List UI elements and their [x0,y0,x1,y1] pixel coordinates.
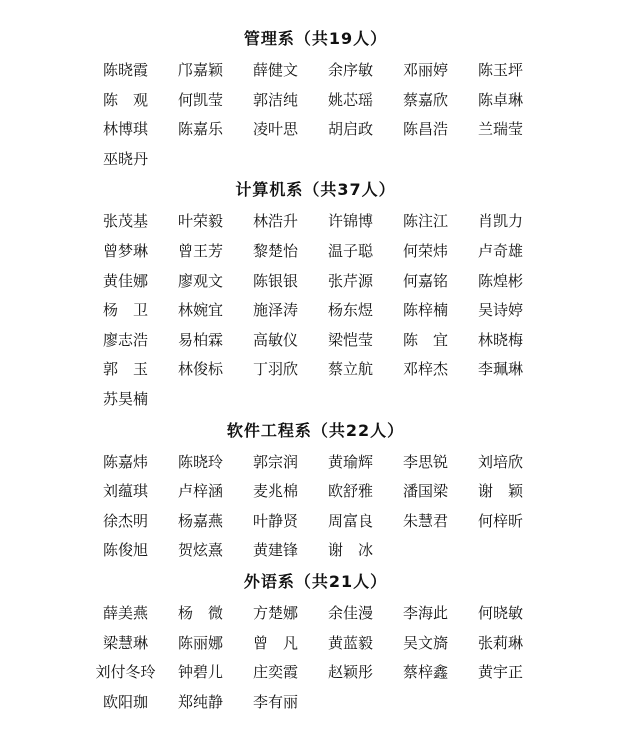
student-name: 陈玉坪 [477,61,523,79]
student-name: 陈晓玲 [177,452,223,471]
student-name: 陈注江 [402,212,448,231]
student-name: 何晓敏 [477,603,523,622]
student-name: 朱慧君 [402,511,448,530]
student-name: 陈晓霞 [102,61,148,79]
student-name: 梁慧琳 [102,633,148,652]
section-title: 管理系（共19人） [243,29,388,48]
student-name: 郑纯静 [177,692,223,711]
student-name: 杨嘉燕 [177,511,223,530]
student-name: 陈 宜 [402,330,448,349]
student-name: 卢奇雄 [477,241,523,260]
name-grid [88,448,621,566]
student-name: 潘国梁 [402,482,448,501]
student-name: 陈卓琳 [477,90,523,109]
student-name: 陈昌浩 [402,120,448,139]
student-name: 黄佳娜 [102,271,148,290]
student-name: 赵颖彤 [327,663,373,682]
student-name: 杨东煜 [327,301,373,320]
student-name: 薛健文 [252,61,298,79]
student-name: 方楚娜 [252,603,298,622]
student-name: 李有丽 [252,692,298,711]
student-name: 蔡嘉欣 [402,90,448,109]
student-name: 杨 卫 [102,301,148,320]
student-name: 胡启政 [327,120,373,139]
student-name: 吴文旖 [402,633,448,652]
student-name: 徐杰明 [102,511,148,530]
section-software-engineering [0,420,621,566]
student-name: 黄建锋 [252,541,298,560]
student-name: 凌叶思 [252,120,298,139]
student-name: 曾 凡 [252,633,298,652]
student-name: 刘蕴琪 [102,482,148,501]
student-name: 黄宇正 [477,663,523,682]
student-name: 何梓昕 [477,511,523,530]
student-name: 李海此 [402,603,448,622]
student-name: 郭 玉 [102,360,148,379]
student-name: 许锦博 [327,212,373,231]
student-name: 高敏仪 [252,330,298,349]
student-name: 黄瑜辉 [327,452,373,471]
student-name: 陈银银 [252,271,298,290]
student-name: 刘培欣 [477,452,523,471]
student-name: 苏昊楠 [102,389,148,408]
name-grid [88,56,621,174]
student-name: 吴诗婷 [477,301,523,320]
student-name: 钟碧儿 [177,663,223,682]
section-management [0,28,621,174]
student-name: 何嘉铭 [402,271,448,290]
student-name: 余序敏 [327,61,373,79]
student-name: 蔡立航 [327,360,373,379]
student-name: 欧阳珈 [102,692,148,711]
student-name: 陈嘉乐 [177,120,223,139]
student-name: 林婉宜 [177,301,223,320]
student-name: 蔡梓鑫 [402,663,448,682]
student-name: 何凯莹 [177,90,223,109]
student-name: 陈 观 [102,90,148,109]
student-name: 丁羽欣 [252,360,298,379]
student-name: 肖凯力 [477,212,523,231]
student-name: 陈梓楠 [402,301,448,320]
student-name: 郭洁纯 [252,90,298,109]
student-name: 余佳漫 [327,603,373,622]
student-name: 施泽涛 [252,301,298,320]
student-name: 陈俊旭 [102,541,148,560]
name-grid [88,599,621,717]
student-name: 叶荣毅 [177,212,223,231]
student-name: 欧舒雅 [327,482,373,501]
student-name: 林晓梅 [477,330,523,349]
section-title: 计算机系（共37人） [235,180,396,200]
name-grid [88,207,621,414]
student-name: 郭宗润 [252,452,298,471]
section-title: 软件工程系（共22人） [226,420,405,440]
student-name: 卢梓涵 [177,482,223,501]
student-name: 贺炫熹 [177,541,223,560]
student-name: 陈嘉炜 [102,452,148,471]
student-name: 薛美燕 [102,603,148,622]
student-name: 曾梦琳 [102,241,148,260]
student-name: 林博琪 [102,120,148,139]
student-name: 张芹源 [327,271,373,290]
student-name: 周富良 [327,511,373,530]
student-name: 林浩升 [252,212,298,231]
section-title: 外语系（共21人） [243,571,388,591]
student-name: 巫晓丹 [102,149,148,168]
student-name: 谢 冰 [327,541,373,560]
student-name: 温子聪 [327,241,373,260]
section-computer-science [0,179,621,414]
student-name: 谢 颖 [477,482,523,501]
student-name: 黄蓝毅 [327,633,373,652]
student-name: 梁恺莹 [327,330,373,349]
section-foreign-languages [0,571,621,717]
student-name: 刘付冬玲 [95,663,156,682]
student-name: 林俊标 [177,360,223,379]
student-name: 姚芯瑶 [327,90,373,109]
student-name: 陈丽娜 [177,633,223,652]
student-name: 何荣炜 [402,241,448,260]
student-name: 黎楚怡 [252,241,298,260]
student-name: 廖志浩 [102,330,148,349]
student-name: 麦兆棉 [252,482,298,501]
student-name: 李珮琳 [477,360,523,379]
student-name: 杨 微 [177,603,223,622]
student-name: 邓丽婷 [402,61,448,79]
student-name: 廖观文 [177,271,223,290]
student-name: 兰瑞莹 [477,120,523,139]
student-name: 曾王芳 [177,241,223,260]
student-name: 陈煌彬 [477,271,523,290]
student-name: 张茂基 [102,212,148,231]
student-name: 张莉琳 [477,633,523,652]
student-name: 易柏霖 [177,330,223,349]
student-name: 庄奕霞 [252,663,298,682]
student-name: 叶静贤 [252,511,298,530]
student-name: 邓梓杰 [402,360,448,379]
student-name: 邝嘉颖 [177,61,223,79]
student-name: 李思锐 [402,452,448,471]
